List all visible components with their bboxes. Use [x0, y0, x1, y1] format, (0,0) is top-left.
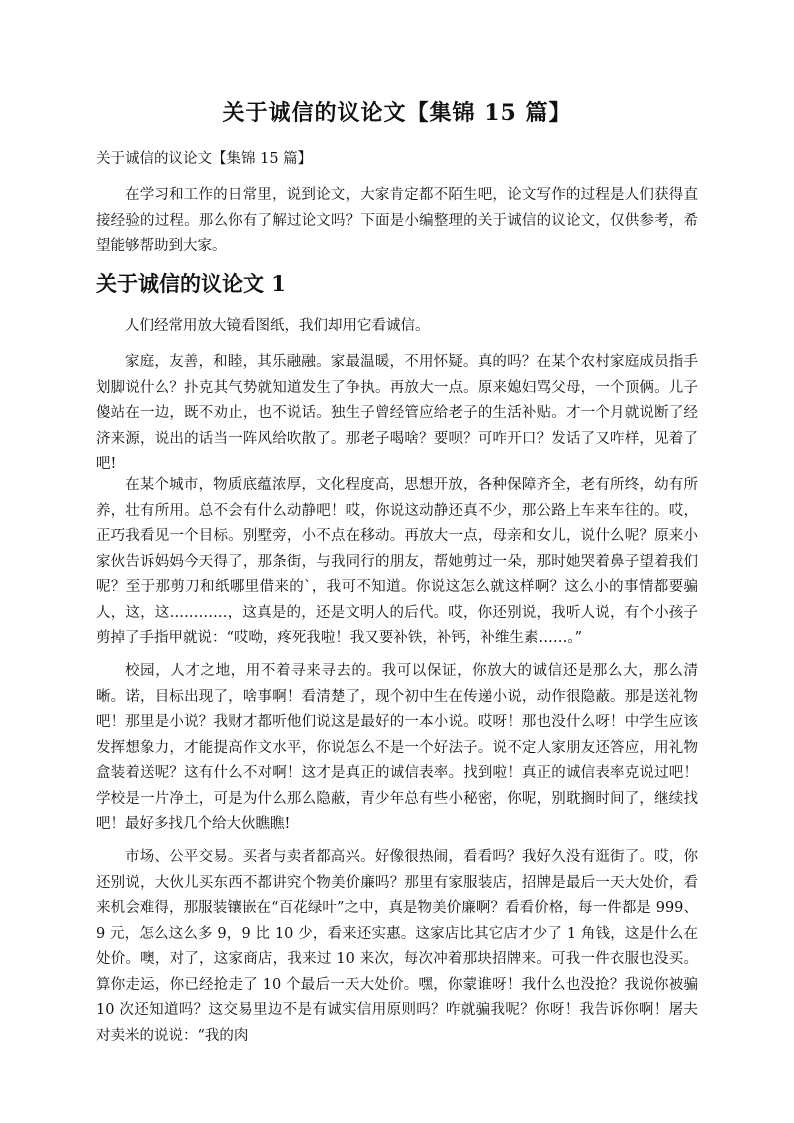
body-paragraph: 校园，人才之地，用不着寻来寻去的。我可以保证，你放大的诚信还是那么大，那么清晰。诺，目标出现了，啥事啊！看清楚了，现个初中生在传递小说，动作很隐蔽。那是送礼物吧！那里是小说？我财才都听他们说这是最好的一本小说。哎呀！那也没什么呀！中学生应该发挥想象力，才能提高作文水平，你说怎么不是一个好法子。说不定人家朋友还答应，用礼物盒装着送呢？这有什么不对啊！这才是真正的诚信表率。找到啦！真正的诚信表率克说过吧！学校是一片净土，可是为什么那么隐蔽，青少年总有些小秘密，你呢，别耽搁时间了，继续找吧！最好多找几个给大伙瞧瞧!: [96, 663, 698, 832]
body-paragraph: 在某个城市，物质底蕴浓厚，文化程度高，思想开放，各种保障齐全，老有所终，幼有所养，壮有所用。总不会有什么动静吧！哎，你说这动静还真不少，那公路上车来车往的。哎，正巧我看见一个目标。别墅旁，小不点在移动。再放大一点，母亲和女儿，说什么呢？原来小家伙告诉妈妈今天得了，那条街，与我同行的朋友，帮她剪过一朵，那时她哭着鼻子望着我们呢？至于那剪刀和纸哪里借来的`，我可不知道。你说这怎么就这样啊？这么小的事情都要骗人，这，这…………，这真是的，还是文明人的后代。哎，你还别说，我听人说，有个小孩子剪掉了手指甲就说：“哎呦，疼死我啦！我又要补铁，补钙，补维生素……。”: [96, 477, 698, 646]
section-heading: 关于诚信的议论文 1: [96, 271, 286, 296]
body-paragraph: 市场、公平交易。买者与卖者都高兴。好像很热闹，看看吗？我好久没有逛街了。哎，你还别说，大伙儿买东西不都讲究个物美价廉吗？那里有家服装店，招牌是最后一天大处价，看来机会难得，那服装镶嵌在“百花绿叶”之中，真是物美价廉啊？看看价格，每一件都是 999、9 元，怎么这么多 9，9 比 10 少，看来还实惠。这家店比其它店才少了 1 角钱，这是什么在处价。噢，对了，这家商店，我来过 10 来次，每次冲着那块招牌来。可我一件衣服也没买。算你走运，你已经抢走了 10 个最后一天大处价。嘿，你蒙谁呀！我什么也没抢？我说你被骗 10 次还知道吗？这交易里边不是有诚实信用原则吗？咋就骗我呢？你呀！我告诉你啊！屠夫对卖米的说说：“我的肉: [96, 849, 698, 1044]
document-subtitle: 关于诚信的议论文【集锦 15 篇】: [96, 151, 313, 167]
body-paragraph: 人们经常用放大镜看图纸，我们却用它看诚信。: [125, 318, 430, 334]
intro-paragraph: 在学习和工作的日常里，说到论文，大家肯定都不陌生吧，论文写作的过程是人们获得直接经验的过程。那么你有了解过论文吗？下面是小编整理的关于诚信的议论文，仅供参考，希望能够帮助到大家。: [96, 187, 698, 254]
body-paragraph: 家庭，友善，和睦，其乐融融。家最温暖，不用怀疑。真的吗？在某个农村家庭成员指手划脚说什么？扑克其气势就知道发生了争执。再放大一点。原来媳妇骂父母，一个顶俩。儿子傻站在一边，既不劝止，也不说话。独生子曾经管应给老子的生活补贴。才一个月就说断了经济来源，说出的话当一阵风给吹散了。那老子喝啥？要呗？可咋开口？发话了又咋样，见着了吧!: [96, 354, 698, 472]
document-title: 关于诚信的议论文【集锦 15 篇】: [222, 100, 572, 126]
